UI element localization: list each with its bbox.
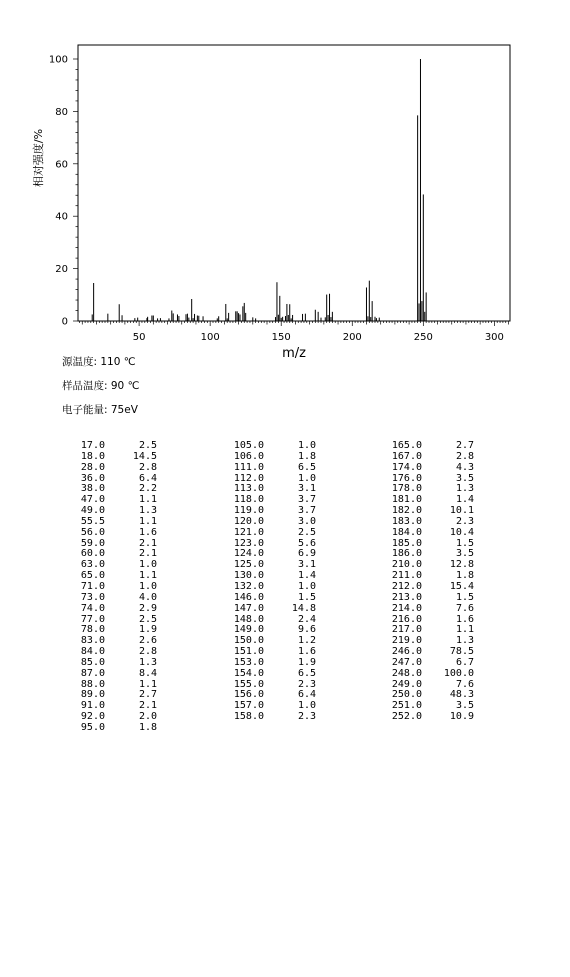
peak-table-column-3 xyxy=(370,441,474,723)
peak-mz: 210.0 xyxy=(391,559,422,571)
x-axis-label: m/z xyxy=(282,346,306,361)
peak-intensity: 2.4 xyxy=(297,613,316,625)
peak-intensity: 2.5 xyxy=(138,613,157,625)
peak-mz: 106.0 xyxy=(233,450,264,462)
peak-intensity: 78.5 xyxy=(449,646,474,658)
peak-intensity: 1.1 xyxy=(138,515,157,527)
peak-mz: 217.0 xyxy=(391,624,422,636)
peak-intensity: 1.6 xyxy=(297,646,316,658)
peak-mz: 149.0 xyxy=(233,624,264,636)
plot-frame xyxy=(78,45,510,321)
peak-intensity: 3.7 xyxy=(297,494,316,506)
peak-intensity: 1.1 xyxy=(138,678,157,690)
y-axis-label: 相对强度/% xyxy=(32,128,45,188)
peak-intensity: 2.1 xyxy=(138,700,157,712)
peak-intensity: 6.5 xyxy=(297,667,316,679)
peak-intensity: 1.5 xyxy=(455,591,474,603)
peak-intensity: 4.3 xyxy=(455,461,474,473)
peak-intensity: 2.8 xyxy=(455,450,474,462)
peak-intensity: 1.0 xyxy=(297,580,316,592)
peak-intensity: 9.6 xyxy=(297,624,316,636)
peak-intensity: 6.7 xyxy=(455,656,474,668)
peak-intensity: 1.5 xyxy=(455,537,474,549)
peak-mz: 17.0 xyxy=(80,440,105,451)
peak-mz: 165.0 xyxy=(391,440,422,451)
peak-mz: 91.0 xyxy=(80,700,105,712)
peak-table-column-1 xyxy=(53,441,157,734)
peak-intensity: 3.5 xyxy=(455,472,474,484)
peak-mz: 211.0 xyxy=(391,570,422,582)
peak-intensity: 1.8 xyxy=(297,450,316,462)
electron-energy: 电子能量: 75eV xyxy=(62,404,138,416)
peak-mz: 183.0 xyxy=(391,515,422,527)
peak-intensity: 1.1 xyxy=(138,570,157,582)
peak-intensity: 1.1 xyxy=(455,624,474,636)
peak-mz: 71.0 xyxy=(80,580,105,592)
peak-intensity: 2.9 xyxy=(138,602,157,614)
peak-mz: 214.0 xyxy=(391,602,422,614)
peak-mz: 60.0 xyxy=(80,548,105,560)
peak-mz: 85.0 xyxy=(80,656,105,668)
peak-intensity: 6.5 xyxy=(297,461,316,473)
spectrum-bars xyxy=(92,59,426,321)
peak-intensity: 14.5 xyxy=(132,450,157,462)
peak-mz: 219.0 xyxy=(391,635,422,647)
peak-mz: 83.0 xyxy=(80,635,105,647)
peak-mz: 47.0 xyxy=(80,494,105,506)
mass-spectrum-chart xyxy=(0,0,570,370)
peak-intensity: 10.9 xyxy=(449,711,474,723)
peak-intensity: 1.8 xyxy=(455,570,474,582)
peak-intensity: 2.5 xyxy=(297,526,316,538)
y-tick-label: 40 xyxy=(55,211,68,223)
peak-mz: 246.0 xyxy=(391,646,422,658)
peak-mz: 77.0 xyxy=(80,613,105,625)
peak-mz: 252.0 xyxy=(391,711,422,723)
peak-mz: 167.0 xyxy=(391,450,422,462)
x-tick-label: 250 xyxy=(413,332,433,343)
peak-intensity: 1.4 xyxy=(455,494,474,506)
peak-mz: 73.0 xyxy=(80,591,105,603)
peak-mz: 148.0 xyxy=(233,613,264,625)
peak-intensity: 7.6 xyxy=(455,602,474,614)
peak-intensity: 1.3 xyxy=(455,635,474,647)
peak-mz: 251.0 xyxy=(391,700,422,712)
peak-intensity: 12.8 xyxy=(449,559,474,571)
peak-intensity: 6.4 xyxy=(297,689,316,701)
peak-intensity: 2.3 xyxy=(297,678,316,690)
peak-mz: 92.0 xyxy=(80,711,105,723)
peak-intensity: 2.2 xyxy=(138,483,157,495)
peak-mz: 212.0 xyxy=(391,580,422,592)
peak-mz: 56.0 xyxy=(80,526,105,538)
x-tick-label: 50 xyxy=(132,332,146,343)
y-tick-label: 0 xyxy=(61,316,68,328)
peak-mz: 157.0 xyxy=(233,700,264,712)
peak-intensity: 2.6 xyxy=(138,635,157,647)
peak-intensity: 2.1 xyxy=(138,537,157,549)
peak-mz: 146.0 xyxy=(233,591,264,603)
peak-mz: 113.0 xyxy=(233,483,264,495)
x-tick-label: 300 xyxy=(484,332,504,343)
x-tick-label: 150 xyxy=(271,332,291,343)
peak-mz: 120.0 xyxy=(233,515,264,527)
peak-intensity: 4.0 xyxy=(138,591,157,603)
peak-intensity: 3.5 xyxy=(455,548,474,560)
y-tick-label: 80 xyxy=(55,106,68,118)
peak-intensity: 15.4 xyxy=(449,580,474,592)
peak-intensity: 48.3 xyxy=(449,689,474,701)
peak-intensity: 3.0 xyxy=(297,515,316,527)
peak-mz: 176.0 xyxy=(391,472,422,484)
peak-mz: 111.0 xyxy=(233,461,264,473)
peak-mz: 118.0 xyxy=(233,494,264,506)
peak-mz: 36.0 xyxy=(80,472,105,484)
peak-mz: 147.0 xyxy=(233,602,264,614)
peak-intensity: 5.6 xyxy=(297,537,316,549)
peak-intensity: 6.9 xyxy=(297,548,316,560)
peak-mz: 185.0 xyxy=(391,537,422,549)
peak-intensity: 6.4 xyxy=(138,472,157,484)
peak-intensity: 1.3 xyxy=(138,505,157,517)
peak-intensity: 1.0 xyxy=(297,700,316,712)
peak-mz: 89.0 xyxy=(80,689,105,701)
peak-mz: 181.0 xyxy=(391,494,422,506)
sample-temperature: 样品温度: 90 ℃ xyxy=(62,380,140,392)
peak-mz: 248.0 xyxy=(391,667,422,679)
peak-intensity: 10.1 xyxy=(449,505,474,517)
y-tick-label: 60 xyxy=(55,159,68,171)
peak-intensity: 1.0 xyxy=(138,580,157,592)
peak-intensity: 1.5 xyxy=(297,591,316,603)
peak-intensity: 2.0 xyxy=(138,711,157,723)
peak-mz: 49.0 xyxy=(80,505,105,517)
x-tick-label: 200 xyxy=(342,332,362,343)
peak-mz: 156.0 xyxy=(233,689,264,701)
peak-intensity: 8.4 xyxy=(138,667,157,679)
peak-intensity: 2.7 xyxy=(138,689,157,701)
peak-intensity: 3.5 xyxy=(455,700,474,712)
peak-mz: 174.0 xyxy=(391,461,422,473)
peak-intensity: 14.8 xyxy=(291,602,316,614)
peak-mz: 178.0 xyxy=(391,483,422,495)
y-tick-label: 100 xyxy=(48,54,68,66)
peak-intensity: 7.6 xyxy=(455,678,474,690)
peak-mz: 154.0 xyxy=(233,667,264,679)
peak-mz: 119.0 xyxy=(233,505,264,517)
peak-mz: 158.0 xyxy=(233,711,264,723)
peak-mz: 124.0 xyxy=(233,548,264,560)
peak-mz: 151.0 xyxy=(233,646,264,658)
peak-mz: 123.0 xyxy=(233,537,264,549)
peak-intensity: 1.0 xyxy=(138,559,157,571)
source-temperature: 源温度: 110 ℃ xyxy=(62,356,136,368)
axis-ticks xyxy=(49,55,509,344)
peak-intensity: 2.5 xyxy=(138,440,157,451)
peak-mz: 125.0 xyxy=(233,559,264,571)
peak-mz: 63.0 xyxy=(80,559,105,571)
peak-mz: 150.0 xyxy=(233,635,264,647)
peak-mz: 74.0 xyxy=(80,602,105,614)
peak-intensity: 2.7 xyxy=(455,440,474,451)
peak-intensity: 2.8 xyxy=(138,646,157,658)
peak-mz: 247.0 xyxy=(391,656,422,668)
peak-intensity: 3.1 xyxy=(297,483,316,495)
peak-mz: 65.0 xyxy=(80,570,105,582)
peak-mz: 182.0 xyxy=(391,505,422,517)
peak-mz: 38.0 xyxy=(80,483,105,495)
peak-mz: 78.0 xyxy=(80,624,105,636)
peak-mz: 28.0 xyxy=(80,461,105,473)
peak-intensity: 2.8 xyxy=(138,461,157,473)
peak-mz: 87.0 xyxy=(80,667,105,679)
peak-intensity: 2.3 xyxy=(297,711,316,723)
peak-mz: 95.0 xyxy=(80,721,105,733)
peak-mz: 249.0 xyxy=(391,678,422,690)
peak-intensity: 1.4 xyxy=(297,570,316,582)
peak-intensity: 1.0 xyxy=(297,472,316,484)
peak-mz: 88.0 xyxy=(80,678,105,690)
peak-intensity: 1.3 xyxy=(455,483,474,495)
peak-mz: 59.0 xyxy=(80,537,105,549)
peak-table-column-2 xyxy=(212,441,316,723)
peak-intensity: 1.9 xyxy=(138,624,157,636)
peak-mz: 184.0 xyxy=(391,526,422,538)
peak-intensity: 1.6 xyxy=(455,613,474,625)
peak-mz: 18.0 xyxy=(80,450,105,462)
peak-mz: 155.0 xyxy=(233,678,264,690)
peak-intensity: 3.1 xyxy=(297,559,316,571)
y-tick-label: 20 xyxy=(55,264,68,276)
peak-intensity: 2.1 xyxy=(138,548,157,560)
peak-mz: 55.5 xyxy=(80,515,105,527)
peak-mz: 105.0 xyxy=(233,440,264,451)
peak-intensity: 10.4 xyxy=(449,526,474,538)
peak-mz: 250.0 xyxy=(391,689,422,701)
peak-mz: 130.0 xyxy=(233,570,264,582)
peak-mz: 216.0 xyxy=(391,613,422,625)
peak-intensity: 1.2 xyxy=(297,635,316,647)
peak-mz: 213.0 xyxy=(391,591,422,603)
peak-intensity: 1.0 xyxy=(297,440,316,451)
peak-intensity: 1.9 xyxy=(297,656,316,668)
peak-mz: 153.0 xyxy=(233,656,264,668)
peak-mz: 186.0 xyxy=(391,548,422,560)
peak-intensity: 3.7 xyxy=(297,505,316,517)
peak-intensity: 1.3 xyxy=(138,656,157,668)
peak-mz: 84.0 xyxy=(80,646,105,658)
peak-mz: 121.0 xyxy=(233,526,264,538)
peak-mz: 132.0 xyxy=(233,580,264,592)
peak-intensity: 2.3 xyxy=(455,515,474,527)
peak-intensity: 1.6 xyxy=(138,526,157,538)
peak-mz: 112.0 xyxy=(233,472,264,484)
peak-intensity: 1.8 xyxy=(138,721,157,733)
peak-intensity: 100.0 xyxy=(443,667,474,679)
peak-intensity: 1.1 xyxy=(138,494,157,506)
x-tick-label: 100 xyxy=(200,332,220,343)
